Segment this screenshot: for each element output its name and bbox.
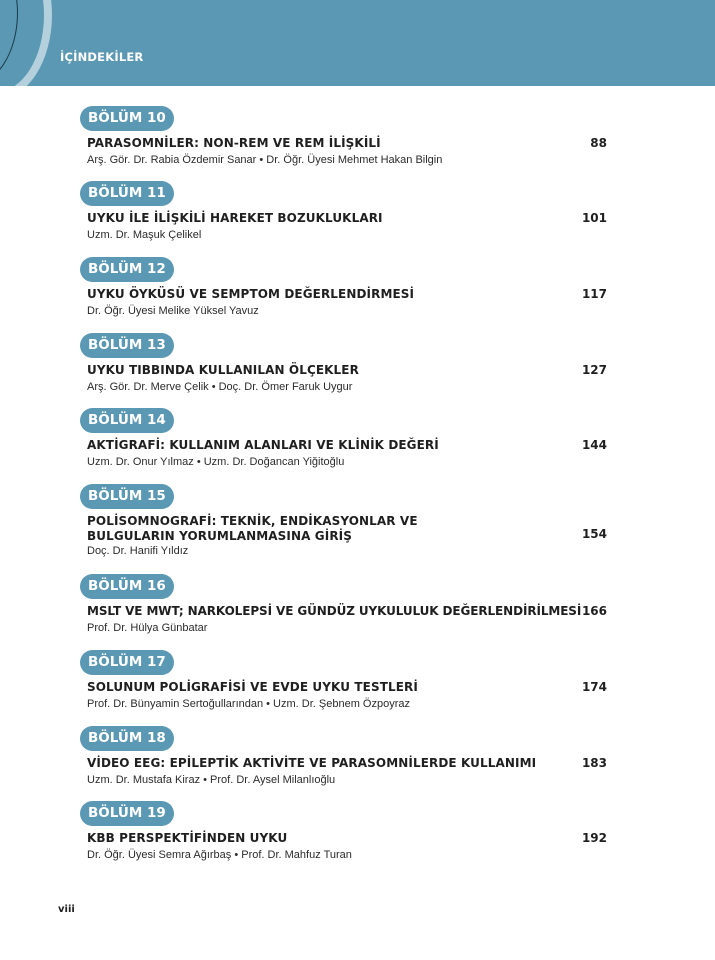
chapter-title: UYKU İLE İLİŞKİLİ HAREKET BOZUKLUKLARI [87, 211, 383, 225]
chapter-page-number: 101 [581, 211, 607, 225]
page-title: İÇİNDEKİLER [60, 50, 144, 64]
chapter-authors: Arş. Gör. Dr. Rabia Özdemir Sanar • Dr. Öğr. Üyesi Mehmet Hakan Bilgin [87, 154, 443, 166]
chapter-authors: Uzm. Dr. Mustafa Kiraz • Prof. Dr. Aysel Milanlıoğlu [87, 774, 336, 786]
chapter-page-number: 183 [581, 756, 607, 770]
chapter-badge: BÖLÜM 18 [80, 726, 174, 751]
chapter-authors: Prof. Dr. Bünyamin Sertoğullarından • Uzm. Dr. Şebnem Özpoyraz [87, 698, 410, 710]
chapter-page-number: 166 [581, 604, 607, 618]
chapter-title: AKTİGRAFİ: KULLANIM ALANLARI VE KLİNİK DEĞERİ [87, 438, 439, 452]
chapter-authors: Doç. Dr. Hanifi Yıldız [87, 545, 189, 557]
chapter-badge: BÖLÜM 13 [80, 333, 174, 358]
chapter-authors: Uzm. Dr. Onur Yılmaz • Uzm. Dr. Doğancan Yiğitoğlu [87, 456, 345, 468]
chapter-page-number: 117 [581, 287, 607, 301]
chapter-badge: BÖLÜM 16 [80, 574, 174, 599]
chapter-title: VİDEO EEG: EPİLEPTİK AKTİVİTE VE PARASOMNİLERDE KULLANIMI [87, 756, 537, 770]
chapter-page-number: 192 [581, 831, 607, 845]
chapter-authors: Dr. Öğr. Üyesi Melike Yüksel Yavuz [87, 305, 259, 317]
chapter-title: MSLT VE MWT; NARKOLEPSİ VE GÜNDÜZ UYKULULUK DEĞERLENDİRİLMESİ [87, 604, 582, 618]
chapter-badge: BÖLÜM 10 [80, 106, 174, 131]
chapter-badge: BÖLÜM 17 [80, 650, 174, 675]
page-header-band [0, 0, 715, 86]
chapter-authors: Prof. Dr. Hülya Günbatar [87, 622, 208, 634]
chapter-title: PARASOMNİLER: NON-REM VE REM İLİŞKİLİ [87, 136, 381, 150]
chapter-badge: BÖLÜM 12 [80, 257, 174, 282]
chapter-page-number: 174 [581, 680, 607, 694]
chapter-page-number: 154 [581, 527, 607, 541]
chapter-authors: Dr. Öğr. Üyesi Semra Ağırbaş • Prof. Dr. Mahfuz Turan [87, 849, 352, 861]
chapter-authors: Arş. Gör. Dr. Merve Çelik • Doç. Dr. Ömer Faruk Uygur [87, 381, 353, 393]
chapter-title: KBB PERSPEKTİFİNDEN UYKU [87, 831, 288, 845]
chapter-page-number: 144 [581, 438, 607, 452]
chapter-badge: BÖLÜM 15 [80, 484, 174, 509]
chapter-badge: BÖLÜM 11 [80, 181, 174, 206]
chapter-title: UYKU TIBBINDA KULLANILAN ÖLÇEKLER [87, 363, 359, 377]
chapter-title: SOLUNUM POLİGRAFİSİ VE EVDE UYKU TESTLERİ [87, 680, 418, 694]
chapter-title: UYKU ÖYKÜSÜ VE SEMPTOM DEĞERLENDİRMESİ [87, 287, 415, 301]
chapter-page-number: 127 [581, 363, 607, 377]
chapter-badge: BÖLÜM 14 [80, 408, 174, 433]
chapter-title: POLİSOMNOGRAFİ: TEKNİK, ENDİKASYONLAR VE BULGULARIN YORUMLANMASINA GİRİŞ [87, 514, 418, 543]
chapter-authors: Uzm. Dr. Maşuk Çelikel [87, 229, 202, 241]
chapter-badge: BÖLÜM 19 [80, 801, 174, 826]
chapter-page-number: 88 [590, 136, 607, 150]
page-number: viii [58, 904, 75, 915]
